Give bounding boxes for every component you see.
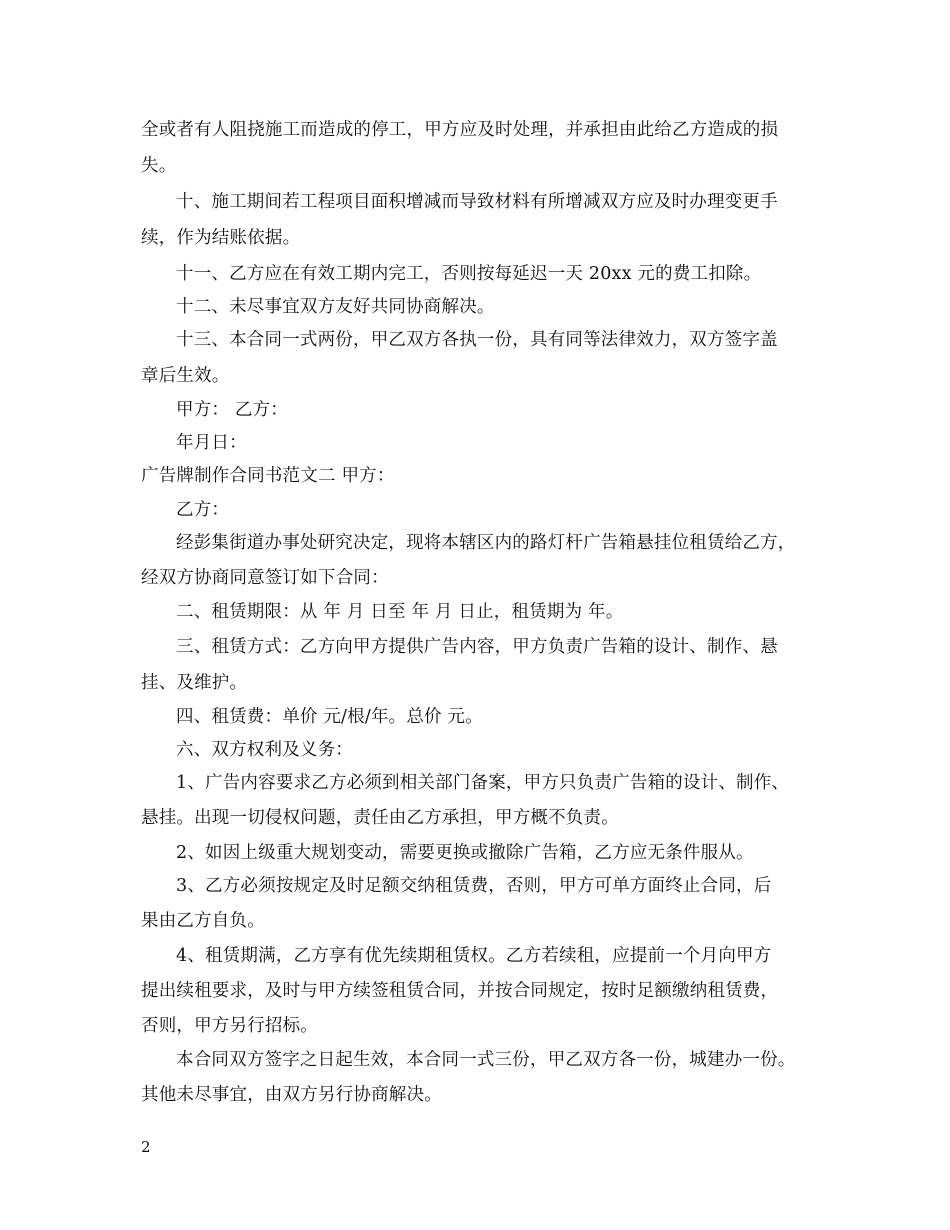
text-line: 续，作为结账依据。 bbox=[141, 228, 301, 248]
text-line: 四、租赁费：单价 元/根/年。总价 元。 bbox=[176, 707, 483, 727]
text-line: 1、广告内容要求乙方必须到相关部门备案，甲方只负责广告箱的设计、制作、 bbox=[176, 773, 790, 793]
text-line: 果由乙方自负。 bbox=[141, 911, 265, 931]
text-line: 失。 bbox=[141, 156, 177, 176]
text-line: 4、租赁期满，乙方享有优先续期租赁权。乙方若续租，应提前一个月向甲方 bbox=[176, 946, 772, 966]
text-line: 经彭集街道办事处研究决定，现将本辖区内的路灯杆广告箱悬挂位租赁给乙方， bbox=[176, 533, 796, 553]
text-line: 六、双方权利及义务： bbox=[176, 740, 353, 760]
text-line: 提出续租要求，及时与甲方续签租赁合同，并按合同规定，按时足额缴纳租赁费， bbox=[141, 981, 779, 1001]
text-line: 十三、本合同一式两份，甲乙双方各执一份，具有同等法律效力，双方签字盖 bbox=[176, 330, 778, 350]
text-line: 挂、及维护。 bbox=[141, 673, 248, 693]
text-line: 乙方： bbox=[176, 500, 230, 520]
text-line: 十、施工期间若工程项目面积增减而导致材料有所增减双方应及时办理变更手 bbox=[176, 192, 778, 212]
date-line: 年月日： bbox=[176, 433, 247, 453]
text-line: 章后生效。 bbox=[141, 366, 230, 386]
text-line: 十二、未尽事宜双方友好共同协商解决。 bbox=[176, 297, 495, 317]
text-line: 其他未尽事宜，由双方另行协商解决。 bbox=[141, 1085, 442, 1105]
text-line: 3、乙方必须按规定及时足额交纳租赁费，否则，甲方可单方面终止合同，后 bbox=[176, 876, 772, 896]
text-line: 十一、乙方应在有效工期内完工，否则按每延迟一天 20xx 元的费工扣除。 bbox=[176, 264, 762, 284]
text-line: 三、租赁方式：乙方向甲方提供广告内容，甲方负责广告箱的设计、制作、悬 bbox=[176, 637, 778, 657]
text-line: 全或者有人阻挠施工而造成的停工，甲方应及时处理，并承担由此给乙方造成的损 bbox=[141, 120, 779, 140]
page-number: 2 bbox=[141, 1138, 151, 1156]
text-line: 经双方协商同意签订如下合同： bbox=[141, 568, 389, 588]
text-line: 否则，甲方另行招标。 bbox=[141, 1016, 318, 1036]
text-line: 本合同双方签字之日起生效，本合同一式三份，甲乙双方各一份，城建办一份。 bbox=[176, 1050, 796, 1070]
section-heading: 广告牌制作合同书范文二 甲方： bbox=[141, 466, 395, 486]
text-line: 2、如因上级重大规划变动，需要更换或撤除广告箱，乙方应无条件服从。 bbox=[176, 843, 754, 863]
text-line: 悬挂。出现一切侵权问题，责任由乙方承担，甲方概不负责。 bbox=[141, 808, 619, 828]
signature-line: 甲方： 乙方： bbox=[176, 400, 288, 420]
text-line: 二、租赁期限：从 年 月 日至 年 月 日止，租赁期为 年。 bbox=[176, 602, 624, 622]
